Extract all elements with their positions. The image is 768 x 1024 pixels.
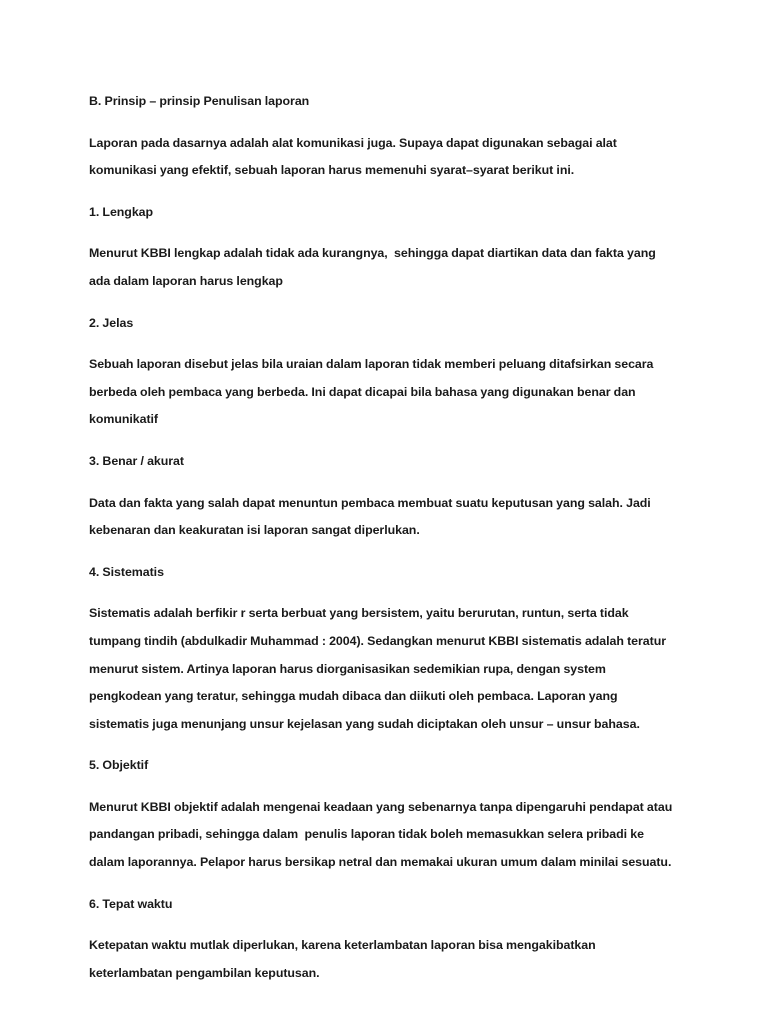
section-heading-2-jelas: 2. Jelas bbox=[89, 315, 134, 330]
paragraph-lengkap: Menurut KBBI lengkap adalah tidak ada kurangnya, sehingga dapat diartikan data dan fakta yang ada dalam laporan harus lengkap bbox=[89, 246, 659, 288]
section-heading-6-tepat-waktu: 6. Tepat waktu bbox=[89, 896, 173, 911]
section-heading-5-objektif: 5. Objektif bbox=[89, 758, 149, 773]
paragraph-jelas: Sebuah laporan disebut jelas bila uraian dalam laporan tidak memberi peluang ditafsirkan secara berbeda oleh pembaca yang berbeda. Ini dapat dicapai bila bahasa yang digunakan benar dan komunikatif bbox=[89, 357, 657, 427]
paragraph-tepat-waktu: Ketepatan waktu mutlak diperlukan, karena keterlambatan laporan bisa mengakibatkan keterlambatan pengambilan keputusan. bbox=[89, 938, 599, 980]
paragraph-benar-akurat: Data dan fakta yang salah dapat menuntun pembaca membuat suatu keputusan yang salah. Jadi kebenaran dan keakuratan isi laporan sangat diperlukan. bbox=[89, 495, 654, 538]
section-heading-1-lengkap: 1. Lengkap bbox=[89, 204, 154, 219]
paragraph-intro: Laporan pada dasarnya adalah alat komunikasi juga. Supaya dapat digunakan sebagai alat komunikasi yang efektif, sebuah laporan harus memenuhi syarat–syarat berikut ini. bbox=[89, 135, 621, 178]
paragraph-objektif: Menurut KBBI objektif adalah mengenai keadaan yang sebenarnya tanpa dipengaruhi pendapat atau pandangan pribadi, sehingga dalam penulis laporan tidak boleh memasukkan selera pribadi ke dalam laporannya. Pelapor harus bersikap netral dan memakai ukuran umum dalam minilai sesuatu. bbox=[89, 799, 676, 870]
section-heading-b-prinsip: B. Prinsip – prinsip Penulisan laporan bbox=[89, 94, 310, 108]
paragraph-sistematis: Sistematis adalah berfikir r serta berbuat yang bersistem, yaitu berurutan, runtun, serta tidak tumpang tindih (abdulkadir Muhammad : 2004). Sedangkan menurut KBBI sistematis adalah teratur menurut sistem. Artinya laporan harus diorganisasikan sedemikian rupa, dengan system pengkodean yang teratur, sehingga mudah dibaca dan diikuti oleh pembaca. Laporan yang sistematis juga menunjang unsur kejelasan yang sudah diciptakan oleh unsur – unsur bahasa. bbox=[89, 606, 670, 731]
section-heading-4-sistematis: 4. Sistematis bbox=[89, 564, 164, 579]
section-heading-3-benar-akurat: 3. Benar / akurat bbox=[89, 453, 184, 468]
document-text-column bbox=[89, 88, 679, 987]
